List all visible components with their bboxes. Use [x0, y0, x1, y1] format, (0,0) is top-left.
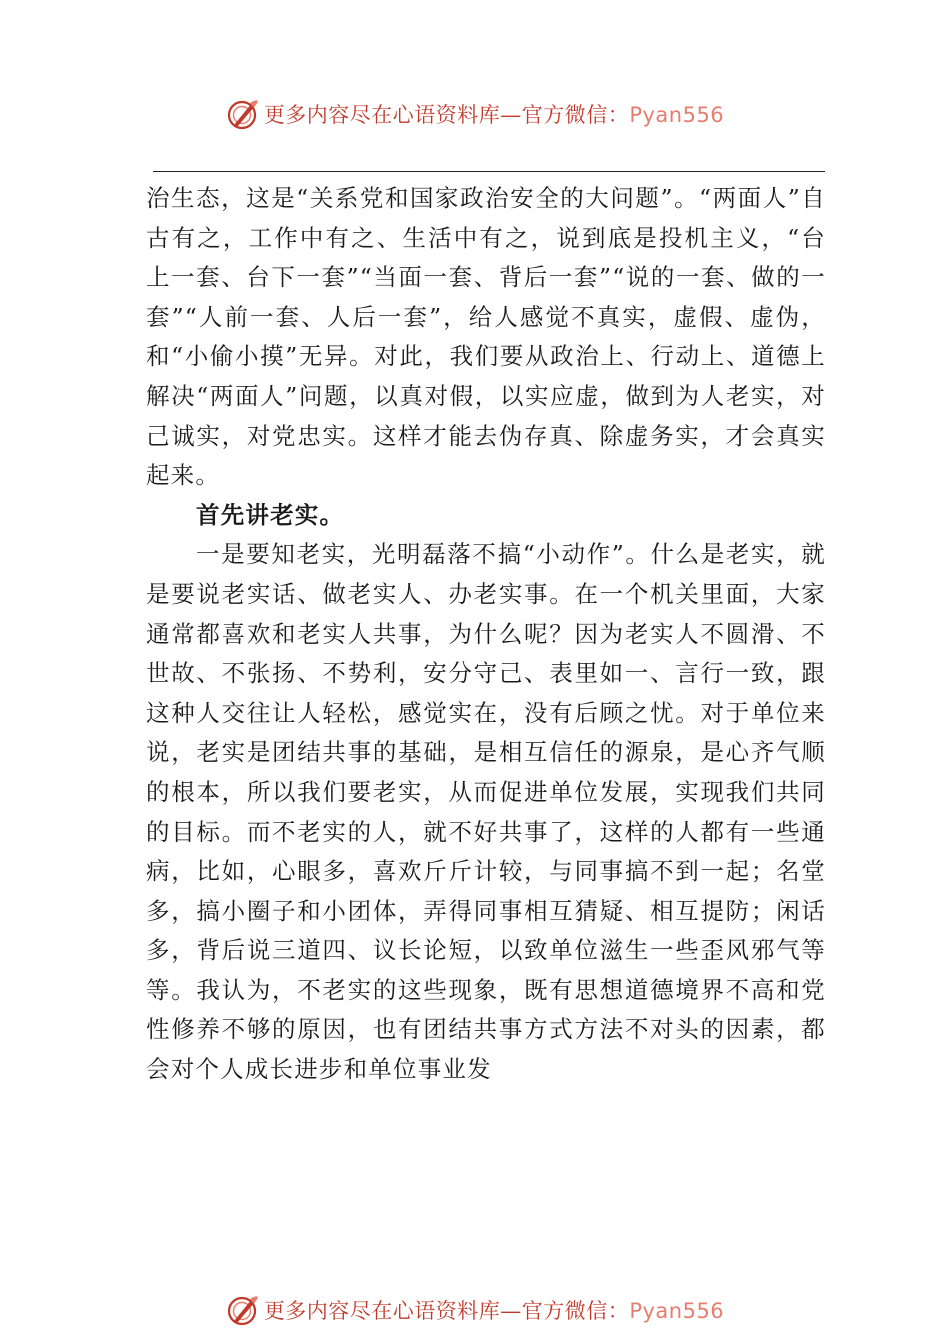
footer-watermark — [0, 1288, 950, 1332]
header-watermark-text — [264, 99, 724, 129]
header-divider — [153, 171, 825, 172]
body-paragraph-1: 治生态，这是“关系党和国家政治安全的大问题”。“两面人”自古有之，工作中有之、生活中有之，说到底是投机主义，“台上一套、台下一套”“当面一套、背后一套”“说的一套、做的一套”“人前一套、人后一套”，给人感觉不真实，虚假、虚伪，和“小偷小摸”无异。对此，我们要从政治上、行动上、道德上解决“两面人”问题，以真对假，以实应虚，做到为人老实，对己诚实，对党忠实。这样才能去伪存真、除虚务实，才会真实起来。 — [146, 184, 826, 490]
header-watermark — [0, 92, 950, 136]
quill-pen-seal-icon — [226, 97, 260, 131]
header-watermark-prefix: 更多内容尽在心语资料库—官方微信： — [263, 103, 630, 127]
body-paragraph-2: 一是要知老实，光明磊落不搞“小动作”。什么是老实，就是要说老实话、做老实人、办老实事。在一个机关里面，大家通常都喜欢和老实人共事，为什么呢？因为老实人不圆滑、不世故、不张扬、不势利，安分守己、表里如一、言行一致，跟这种人交往让人轻松，感觉实在，没有后顾之忧。对于单位来说，老实是团结共事的基础，是相互信任的源泉，是心齐气顺的根本，所以我们要老实，从而促进单位发展，实现我们共同的目标。而不老实的人，就不好共事了，这样的人都有一些通病，比如，心眼多，喜欢斤斤计较，与同事搞不到一起；名堂多，搞小圈子和小团体，弄得同事相互猜疑、相互提防；闲话多，背后说三道四、议长论短，以致单位滋生一些歪风邪气等等。我认为，不老实的这些现象，既有思想道德境界不高和党性修养不够的原因，也有团结共事方式方法不对头的因素，都会对个人成长进步和单位事业发 — [146, 540, 826, 1084]
document-body — [146, 179, 826, 1090]
footer-watermark-text — [264, 1295, 724, 1325]
header-watermark-id: Pyan556 — [629, 103, 725, 127]
section-heading: 首先讲老实。 — [196, 500, 345, 529]
quill-pen-seal-icon — [226, 1293, 260, 1327]
footer-watermark-id: Pyan556 — [629, 1299, 725, 1323]
footer-watermark-prefix: 更多内容尽在心语资料库—官方微信： — [263, 1299, 630, 1323]
